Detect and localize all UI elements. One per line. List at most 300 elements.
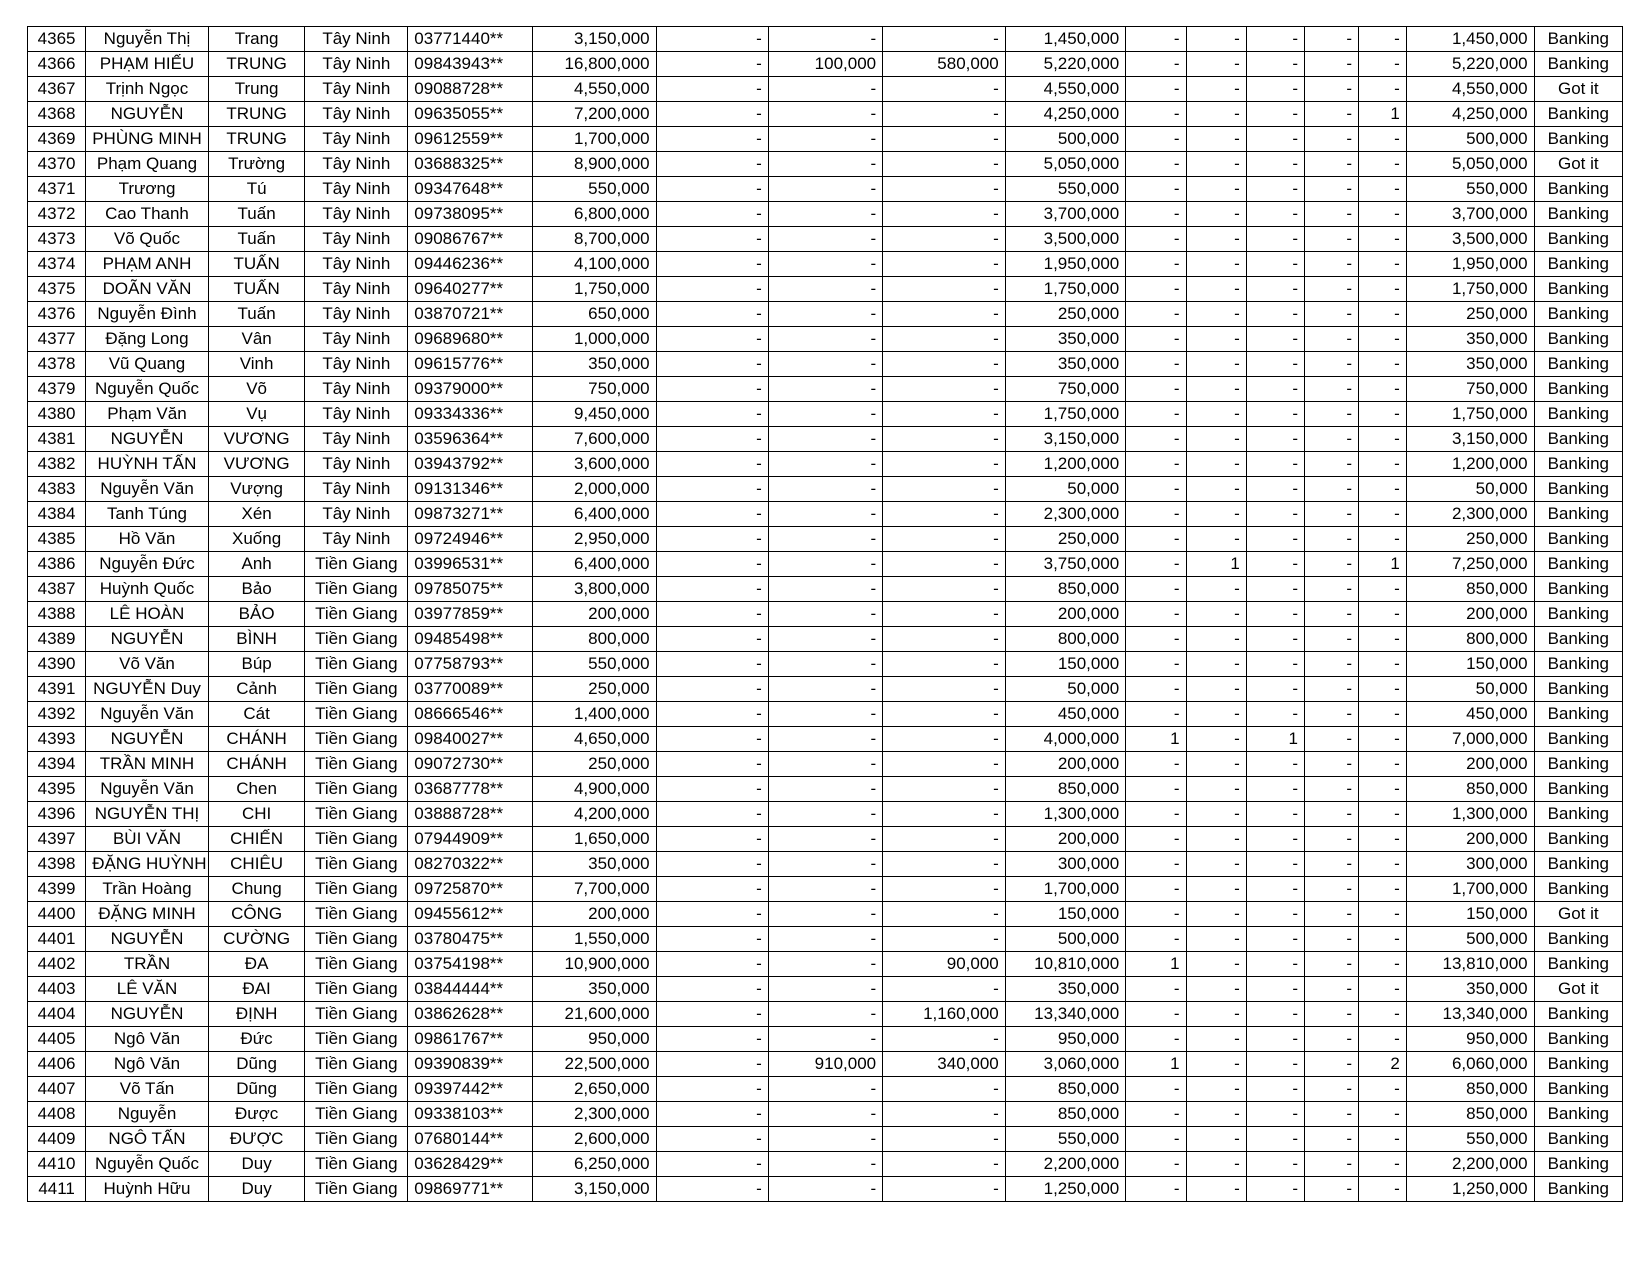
cell-phone: 03996531** (408, 552, 533, 577)
cell-payment-method: Banking (1534, 227, 1622, 252)
cell-total: 850,000 (1406, 1077, 1534, 1102)
cell-row-number: 4395 (28, 777, 86, 802)
cell-payout: 4,000,000 (1005, 727, 1126, 752)
cell-col-a: - (656, 402, 768, 427)
cell-province: Tây Ninh (305, 127, 408, 152)
cell-amount: 250,000 (532, 677, 656, 702)
cell-flag-4: - (1304, 252, 1358, 277)
cell-phone: 09612559** (408, 127, 533, 152)
cell-flag-3: - (1246, 502, 1304, 527)
cell-flag-1: 1 (1126, 1052, 1186, 1077)
cell-first-name: Anh (208, 552, 305, 577)
cell-last-name: Nguyễn Văn (86, 702, 209, 727)
cell-province: Tiền Giang (305, 927, 408, 952)
table-row (28, 1127, 1623, 1152)
cell-flag-5: - (1359, 427, 1407, 452)
cell-col-b: - (768, 802, 882, 827)
cell-amount: 550,000 (532, 177, 656, 202)
cell-flag-1: - (1126, 377, 1186, 402)
cell-flag-4: - (1304, 1152, 1358, 1177)
cell-col-b: - (768, 477, 882, 502)
cell-last-name: BÙI VĂN (86, 827, 209, 852)
cell-flag-3: - (1246, 1102, 1304, 1127)
cell-col-b: - (768, 702, 882, 727)
cell-flag-1: - (1126, 827, 1186, 852)
cell-flag-5: - (1359, 227, 1407, 252)
cell-payout: 150,000 (1005, 652, 1126, 677)
cell-row-number: 4409 (28, 1127, 86, 1152)
cell-amount: 16,800,000 (532, 52, 656, 77)
cell-col-b: - (768, 452, 882, 477)
cell-flag-5: - (1359, 1027, 1407, 1052)
cell-amount: 4,550,000 (532, 77, 656, 102)
cell-flag-3: - (1246, 1052, 1304, 1077)
cell-amount: 200,000 (532, 602, 656, 627)
cell-first-name: Cảnh (208, 677, 305, 702)
cell-flag-4: - (1304, 852, 1358, 877)
cell-payment-method: Banking (1534, 677, 1622, 702)
cell-col-a: - (656, 977, 768, 1002)
cell-flag-3: - (1246, 127, 1304, 152)
table-row (28, 177, 1623, 202)
cell-total: 200,000 (1406, 602, 1534, 627)
cell-flag-4: - (1304, 727, 1358, 752)
cell-last-name: NGUYỄN Duy (86, 677, 209, 702)
cell-col-c: - (883, 977, 1006, 1002)
cell-flag-3: - (1246, 477, 1304, 502)
cell-amount: 250,000 (532, 752, 656, 777)
cell-province: Tiền Giang (305, 1152, 408, 1177)
table-row (28, 827, 1623, 852)
cell-col-a: - (656, 552, 768, 577)
cell-flag-3: - (1246, 677, 1304, 702)
cell-col-b: - (768, 652, 882, 677)
cell-flag-2: - (1186, 952, 1246, 977)
table-row (28, 677, 1623, 702)
cell-total: 1,300,000 (1406, 802, 1534, 827)
cell-total: 50,000 (1406, 477, 1534, 502)
cell-flag-2: - (1186, 1002, 1246, 1027)
cell-payment-method: Banking (1534, 552, 1622, 577)
cell-flag-1: - (1126, 77, 1186, 102)
cell-flag-1: - (1126, 152, 1186, 177)
cell-flag-1: - (1126, 877, 1186, 902)
cell-flag-3: - (1246, 352, 1304, 377)
cell-payment-method: Banking (1534, 327, 1622, 352)
cell-province: Tiền Giang (305, 852, 408, 877)
cell-row-number: 4381 (28, 427, 86, 452)
cell-last-name: Võ Quốc (86, 227, 209, 252)
cell-amount: 6,400,000 (532, 552, 656, 577)
cell-payout: 4,250,000 (1005, 102, 1126, 127)
cell-flag-3: - (1246, 1002, 1304, 1027)
cell-total: 350,000 (1406, 977, 1534, 1002)
cell-flag-5: - (1359, 152, 1407, 177)
cell-first-name: ĐA (208, 952, 305, 977)
cell-last-name: NGUYỄN (86, 1002, 209, 1027)
table-row (28, 427, 1623, 452)
cell-flag-1: 1 (1126, 727, 1186, 752)
cell-row-number: 4376 (28, 302, 86, 327)
cell-flag-5: - (1359, 27, 1407, 52)
cell-flag-1: - (1126, 602, 1186, 627)
cell-phone: 09390839** (408, 1052, 533, 1077)
cell-row-number: 4371 (28, 177, 86, 202)
cell-col-c: - (883, 377, 1006, 402)
cell-row-number: 4366 (28, 52, 86, 77)
cell-flag-4: - (1304, 927, 1358, 952)
table-row (28, 377, 1623, 402)
cell-flag-2: - (1186, 627, 1246, 652)
cell-payment-method: Banking (1534, 1002, 1622, 1027)
cell-last-name: Trịnh Ngọc (86, 77, 209, 102)
cell-flag-2: - (1186, 1127, 1246, 1152)
cell-first-name: ĐƯỢC (208, 1127, 305, 1152)
cell-col-b: - (768, 1102, 882, 1127)
cell-phone: 03770089** (408, 677, 533, 702)
cell-total: 950,000 (1406, 1027, 1534, 1052)
cell-total: 3,150,000 (1406, 427, 1534, 452)
cell-col-a: - (656, 377, 768, 402)
cell-flag-3: - (1246, 177, 1304, 202)
cell-row-number: 4372 (28, 202, 86, 227)
cell-payment-method: Banking (1534, 52, 1622, 77)
cell-col-a: - (656, 127, 768, 152)
cell-col-c: - (883, 602, 1006, 627)
cell-amount: 6,250,000 (532, 1152, 656, 1177)
cell-last-name: Trương (86, 177, 209, 202)
cell-flag-2: - (1186, 652, 1246, 677)
cell-flag-3: - (1246, 377, 1304, 402)
cell-phone: 07680144** (408, 1127, 533, 1152)
cell-amount: 3,600,000 (532, 452, 656, 477)
table-row (28, 602, 1623, 627)
cell-amount: 7,700,000 (532, 877, 656, 902)
cell-col-c: - (883, 777, 1006, 802)
cell-flag-5: - (1359, 1077, 1407, 1102)
cell-flag-5: - (1359, 852, 1407, 877)
cell-total: 850,000 (1406, 577, 1534, 602)
cell-phone: 09397442** (408, 1077, 533, 1102)
cell-row-number: 4374 (28, 252, 86, 277)
cell-col-b: - (768, 577, 882, 602)
table-row (28, 702, 1623, 727)
table-body (28, 27, 1623, 1202)
table-row (28, 852, 1623, 877)
cell-row-number: 4375 (28, 277, 86, 302)
cell-payment-method: Banking (1534, 777, 1622, 802)
cell-last-name: Nguyễn (86, 1102, 209, 1127)
cell-payout: 450,000 (1005, 702, 1126, 727)
cell-total: 200,000 (1406, 827, 1534, 852)
cell-col-b: - (768, 552, 882, 577)
cell-flag-2: - (1186, 152, 1246, 177)
cell-province: Tây Ninh (305, 52, 408, 77)
cell-flag-4: - (1304, 352, 1358, 377)
cell-col-a: - (656, 602, 768, 627)
cell-col-c: - (883, 402, 1006, 427)
cell-first-name: TRUNG (208, 127, 305, 152)
cell-first-name: Vân (208, 327, 305, 352)
cell-province: Tiền Giang (305, 977, 408, 1002)
cell-amount: 6,400,000 (532, 502, 656, 527)
cell-col-b: - (768, 377, 882, 402)
cell-row-number: 4402 (28, 952, 86, 977)
cell-payout: 950,000 (1005, 1027, 1126, 1052)
cell-amount: 950,000 (532, 1027, 656, 1052)
cell-flag-1: - (1126, 702, 1186, 727)
cell-col-c: 580,000 (883, 52, 1006, 77)
cell-province: Tiền Giang (305, 552, 408, 577)
cell-flag-2: - (1186, 127, 1246, 152)
cell-last-name: Huỳnh Hữu (86, 1177, 209, 1202)
cell-first-name: Bảo (208, 577, 305, 602)
cell-province: Tiền Giang (305, 1127, 408, 1152)
cell-last-name: Trần Hoàng (86, 877, 209, 902)
cell-province: Tiền Giang (305, 1077, 408, 1102)
cell-payment-method: Banking (1534, 302, 1622, 327)
cell-col-a: - (656, 827, 768, 852)
cell-total: 750,000 (1406, 377, 1534, 402)
cell-flag-2: - (1186, 802, 1246, 827)
cell-payout: 500,000 (1005, 127, 1126, 152)
cell-phone: 03687778** (408, 777, 533, 802)
cell-col-a: - (656, 877, 768, 902)
cell-flag-1: - (1126, 927, 1186, 952)
table-row (28, 102, 1623, 127)
cell-amount: 1,650,000 (532, 827, 656, 852)
cell-amount: 7,600,000 (532, 427, 656, 452)
cell-col-a: - (656, 927, 768, 952)
table-row (28, 302, 1623, 327)
cell-col-c: - (883, 1027, 1006, 1052)
cell-payout: 250,000 (1005, 302, 1126, 327)
cell-phone: 09689680** (408, 327, 533, 352)
cell-amount: 8,900,000 (532, 152, 656, 177)
cell-phone: 09131346** (408, 477, 533, 502)
cell-row-number: 4393 (28, 727, 86, 752)
cell-first-name: TRUNG (208, 102, 305, 127)
cell-first-name: Tú (208, 177, 305, 202)
cell-phone: 09072730** (408, 752, 533, 777)
cell-flag-4: - (1304, 402, 1358, 427)
cell-first-name: Duy (208, 1177, 305, 1202)
cell-row-number: 4391 (28, 677, 86, 702)
cell-flag-5: - (1359, 577, 1407, 602)
cell-flag-5: - (1359, 502, 1407, 527)
cell-flag-1: - (1126, 977, 1186, 1002)
cell-payout: 200,000 (1005, 827, 1126, 852)
cell-total: 3,700,000 (1406, 202, 1534, 227)
cell-amount: 350,000 (532, 977, 656, 1002)
cell-col-b: - (768, 127, 882, 152)
cell-col-b: - (768, 27, 882, 52)
cell-payout: 2,200,000 (1005, 1152, 1126, 1177)
cell-flag-2: - (1186, 377, 1246, 402)
cell-flag-4: - (1304, 1177, 1358, 1202)
cell-flag-1: - (1126, 27, 1186, 52)
cell-col-c: - (883, 327, 1006, 352)
cell-col-c: - (883, 527, 1006, 552)
cell-flag-5: - (1359, 727, 1407, 752)
cell-flag-2: - (1186, 177, 1246, 202)
cell-col-b: - (768, 502, 882, 527)
cell-flag-5: - (1359, 52, 1407, 77)
cell-col-c: - (883, 102, 1006, 127)
cell-province: Tây Ninh (305, 177, 408, 202)
cell-last-name: Nguyễn Quốc (86, 1152, 209, 1177)
cell-col-b: - (768, 1177, 882, 1202)
table-row (28, 627, 1623, 652)
cell-col-c: - (883, 702, 1006, 727)
cell-phone: 09738095** (408, 202, 533, 227)
cell-amount: 1,750,000 (532, 277, 656, 302)
table-row (28, 1177, 1623, 1202)
cell-flag-5: 1 (1359, 552, 1407, 577)
cell-phone: 03844444** (408, 977, 533, 1002)
cell-payout: 350,000 (1005, 352, 1126, 377)
cell-col-c: - (883, 252, 1006, 277)
cell-payout: 3,150,000 (1005, 427, 1126, 452)
cell-col-c: - (883, 502, 1006, 527)
cell-row-number: 4387 (28, 577, 86, 602)
cell-flag-2: - (1186, 277, 1246, 302)
cell-payment-method: Banking (1534, 1152, 1622, 1177)
cell-flag-4: - (1304, 977, 1358, 1002)
cell-phone: 07758793** (408, 652, 533, 677)
cell-col-b: - (768, 827, 882, 852)
cell-first-name: ĐỊNH (208, 1002, 305, 1027)
cell-col-a: - (656, 77, 768, 102)
cell-total: 150,000 (1406, 652, 1534, 677)
cell-col-b: - (768, 977, 882, 1002)
cell-first-name: Cát (208, 702, 305, 727)
cell-row-number: 4385 (28, 527, 86, 552)
cell-flag-4: - (1304, 527, 1358, 552)
cell-col-c: - (883, 752, 1006, 777)
cell-amount: 3,150,000 (532, 27, 656, 52)
cell-col-c: - (883, 277, 1006, 302)
cell-col-a: - (656, 777, 768, 802)
table-row (28, 802, 1623, 827)
cell-first-name: Vượng (208, 477, 305, 502)
cell-amount: 4,650,000 (532, 727, 656, 752)
cell-province: Tiền Giang (305, 1102, 408, 1127)
cell-payment-method: Banking (1534, 602, 1622, 627)
cell-phone: 03771440** (408, 27, 533, 52)
cell-flag-5: - (1359, 952, 1407, 977)
cell-flag-1: - (1126, 752, 1186, 777)
cell-row-number: 4405 (28, 1027, 86, 1052)
cell-flag-3: - (1246, 427, 1304, 452)
cell-flag-3: - (1246, 927, 1304, 952)
cell-col-c: - (883, 827, 1006, 852)
cell-col-a: - (656, 727, 768, 752)
cell-total: 1,450,000 (1406, 27, 1534, 52)
cell-first-name: Tuấn (208, 227, 305, 252)
cell-flag-3: - (1246, 777, 1304, 802)
cell-flag-4: - (1304, 227, 1358, 252)
cell-flag-5: - (1359, 1177, 1407, 1202)
cell-total: 1,200,000 (1406, 452, 1534, 477)
cell-flag-5: - (1359, 477, 1407, 502)
cell-flag-5: - (1359, 277, 1407, 302)
cell-payment-method: Banking (1534, 1077, 1622, 1102)
table-row (28, 952, 1623, 977)
table-row (28, 752, 1623, 777)
cell-row-number: 4378 (28, 352, 86, 377)
cell-total: 500,000 (1406, 927, 1534, 952)
cell-flag-5: - (1359, 252, 1407, 277)
cell-col-b: - (768, 427, 882, 452)
cell-amount: 2,650,000 (532, 1077, 656, 1102)
cell-flag-3: - (1246, 227, 1304, 252)
cell-flag-4: - (1304, 702, 1358, 727)
cell-amount: 350,000 (532, 352, 656, 377)
cell-flag-3: - (1246, 452, 1304, 477)
cell-total: 250,000 (1406, 302, 1534, 327)
cell-payment-method: Banking (1534, 702, 1622, 727)
table-row (28, 1052, 1623, 1077)
cell-flag-1: - (1126, 1177, 1186, 1202)
cell-last-name: PHÙNG MINH (86, 127, 209, 152)
cell-row-number: 4365 (28, 27, 86, 52)
cell-amount: 8,700,000 (532, 227, 656, 252)
cell-flag-5: - (1359, 452, 1407, 477)
cell-phone: 09725870** (408, 877, 533, 902)
cell-first-name: Vụ (208, 402, 305, 427)
cell-flag-2: - (1186, 1152, 1246, 1177)
cell-payout: 2,300,000 (1005, 502, 1126, 527)
cell-phone: 09861767** (408, 1027, 533, 1052)
cell-flag-1: - (1126, 177, 1186, 202)
table-row (28, 1152, 1623, 1177)
cell-flag-2: - (1186, 877, 1246, 902)
cell-flag-1: - (1126, 652, 1186, 677)
cell-payout: 3,700,000 (1005, 202, 1126, 227)
cell-flag-3: - (1246, 702, 1304, 727)
cell-payout: 850,000 (1005, 777, 1126, 802)
cell-total: 2,200,000 (1406, 1152, 1534, 1177)
cell-col-c: - (883, 352, 1006, 377)
cell-flag-4: - (1304, 102, 1358, 127)
cell-flag-3: - (1246, 752, 1304, 777)
cell-total: 350,000 (1406, 352, 1534, 377)
cell-flag-4: - (1304, 1002, 1358, 1027)
cell-first-name: CHÁNH (208, 727, 305, 752)
table-row (28, 1027, 1623, 1052)
cell-payout: 3,060,000 (1005, 1052, 1126, 1077)
cell-flag-2: - (1186, 602, 1246, 627)
cell-col-c: - (883, 177, 1006, 202)
cell-col-a: - (656, 102, 768, 127)
cell-first-name: Tuấn (208, 202, 305, 227)
cell-first-name: CHIẾN (208, 827, 305, 852)
cell-payment-method: Banking (1534, 477, 1622, 502)
cell-flag-4: - (1304, 1077, 1358, 1102)
cell-flag-5: - (1359, 627, 1407, 652)
cell-last-name: Phạm Văn (86, 402, 209, 427)
table-row (28, 927, 1623, 952)
cell-province: Tiền Giang (305, 877, 408, 902)
cell-flag-2: - (1186, 977, 1246, 1002)
cell-flag-2: - (1186, 227, 1246, 252)
cell-first-name: ĐAI (208, 977, 305, 1002)
cell-col-a: - (656, 752, 768, 777)
cell-flag-3: - (1246, 402, 1304, 427)
cell-amount: 7,200,000 (532, 102, 656, 127)
cell-province: Tiền Giang (305, 902, 408, 927)
